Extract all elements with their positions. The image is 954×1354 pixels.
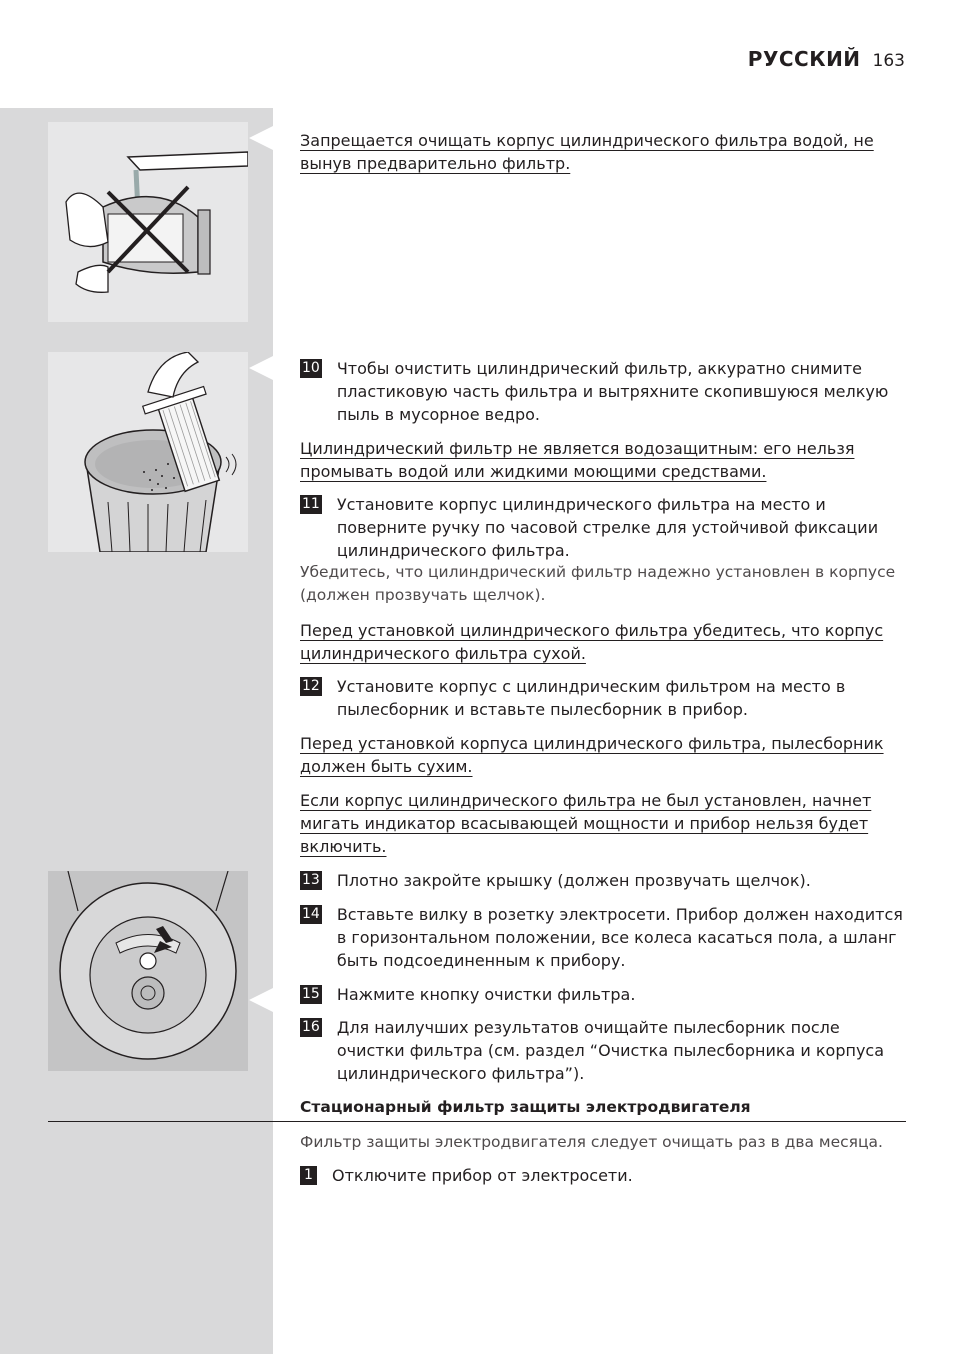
shake-filter-illustration xyxy=(48,352,248,552)
warning-dry-housing: Перед установкой цилиндрического фильтра убедитесь, что корпус цилиндрического фильтра сухой. xyxy=(300,621,884,664)
note-click: Убедитесь, что цилиндрический фильтр надежно установлен в корпусе (должен прозвучать щелчок). xyxy=(300,563,896,605)
no-water-rinse-illustration xyxy=(48,122,248,322)
section-heading: Стационарный фильтр защиты электродвигателя xyxy=(300,1098,751,1116)
step-text: Для наилучших результатов очищайте пылесборник после очистки фильтра (см. раздел “Очистка пылесборника и корпуса цилиндрического фильтра”). xyxy=(336,1018,885,1084)
step-number: 1 xyxy=(300,1166,317,1185)
section-divider xyxy=(48,1121,906,1122)
step-number: 12 xyxy=(302,678,320,694)
step-number: 14 xyxy=(302,906,320,922)
step-text: Установите корпус с цилиндрическим фильтром на место в пылесборник и вставьте пылесборник в прибор. xyxy=(336,677,846,720)
figure-pointer xyxy=(249,356,273,380)
step-14 xyxy=(300,903,906,973)
figure-pointer xyxy=(249,126,273,150)
warning-dry-container: Перед установкой корпуса цилиндрического фильтра, пылесборник должен быть сухим. xyxy=(300,734,884,777)
warning-indicator-blink: Если корпус цилиндрического фильтра не был установлен, начнет мигать индикатор всасывающей мощности и прибор нельзя будет включить. xyxy=(300,791,872,857)
step-text: Нажмите кнопку очистки фильтра. xyxy=(336,985,636,1004)
step-number: 16 xyxy=(302,1019,320,1035)
warning-not-waterproof: Цилиндрический фильтр не является водозащитным: его нельзя промывать водой или жидкими моющими средствами. xyxy=(300,439,855,482)
step-16 xyxy=(300,1016,906,1086)
step-number: 15 xyxy=(302,986,320,1002)
step-number: 11 xyxy=(302,496,320,512)
language-label: РУССКИЙ xyxy=(747,47,861,71)
step-text: Чтобы очистить цилиндрический фильтр, аккуратно снимите пластиковую часть фильтра и вытряхните скопившуюся мелкую пыль в мусорное ведро. xyxy=(336,359,889,425)
warning-no-water: Запрещается очищать корпус цилиндрического фильтра водой, не вынув предварительно фильтр. xyxy=(300,131,874,174)
step-13 xyxy=(300,869,906,892)
crossed-out-filter-under-tap-icon xyxy=(48,122,248,322)
step-text: Установите корпус цилиндрического фильтра на место и поверните ручку по часовой стрелке для устойчивой фиксации цилиндрического фильтра. xyxy=(336,495,879,561)
section-intro: Фильтр защиты электродвигателя следует очищать раз в два месяца. xyxy=(300,1133,883,1151)
figure-pointer xyxy=(249,988,273,1012)
step-text: Плотно закройте крышку (должен прозвучать щелчок). xyxy=(336,871,811,890)
device-top-with-button-icon xyxy=(48,871,248,1071)
step-text: Вставьте вилку в розетку электросети. Прибор должен находится в горизонтальном положении, все колеса касаться пола, а шланг быть подсоединенным к прибору. xyxy=(336,905,903,971)
step-10 xyxy=(300,357,906,427)
step-text: Отключите прибор от электросети. xyxy=(332,1166,633,1185)
step-1 xyxy=(300,1164,906,1187)
filter-over-bin-icon xyxy=(48,352,248,552)
step-15 xyxy=(300,983,906,1006)
filter-button-illustration xyxy=(48,871,248,1071)
step-number: 10 xyxy=(302,360,320,376)
step-11 xyxy=(300,493,906,563)
step-12 xyxy=(300,675,906,721)
step-number: 13 xyxy=(302,872,320,888)
page-number: 163 xyxy=(872,51,905,71)
page-header xyxy=(748,47,905,71)
